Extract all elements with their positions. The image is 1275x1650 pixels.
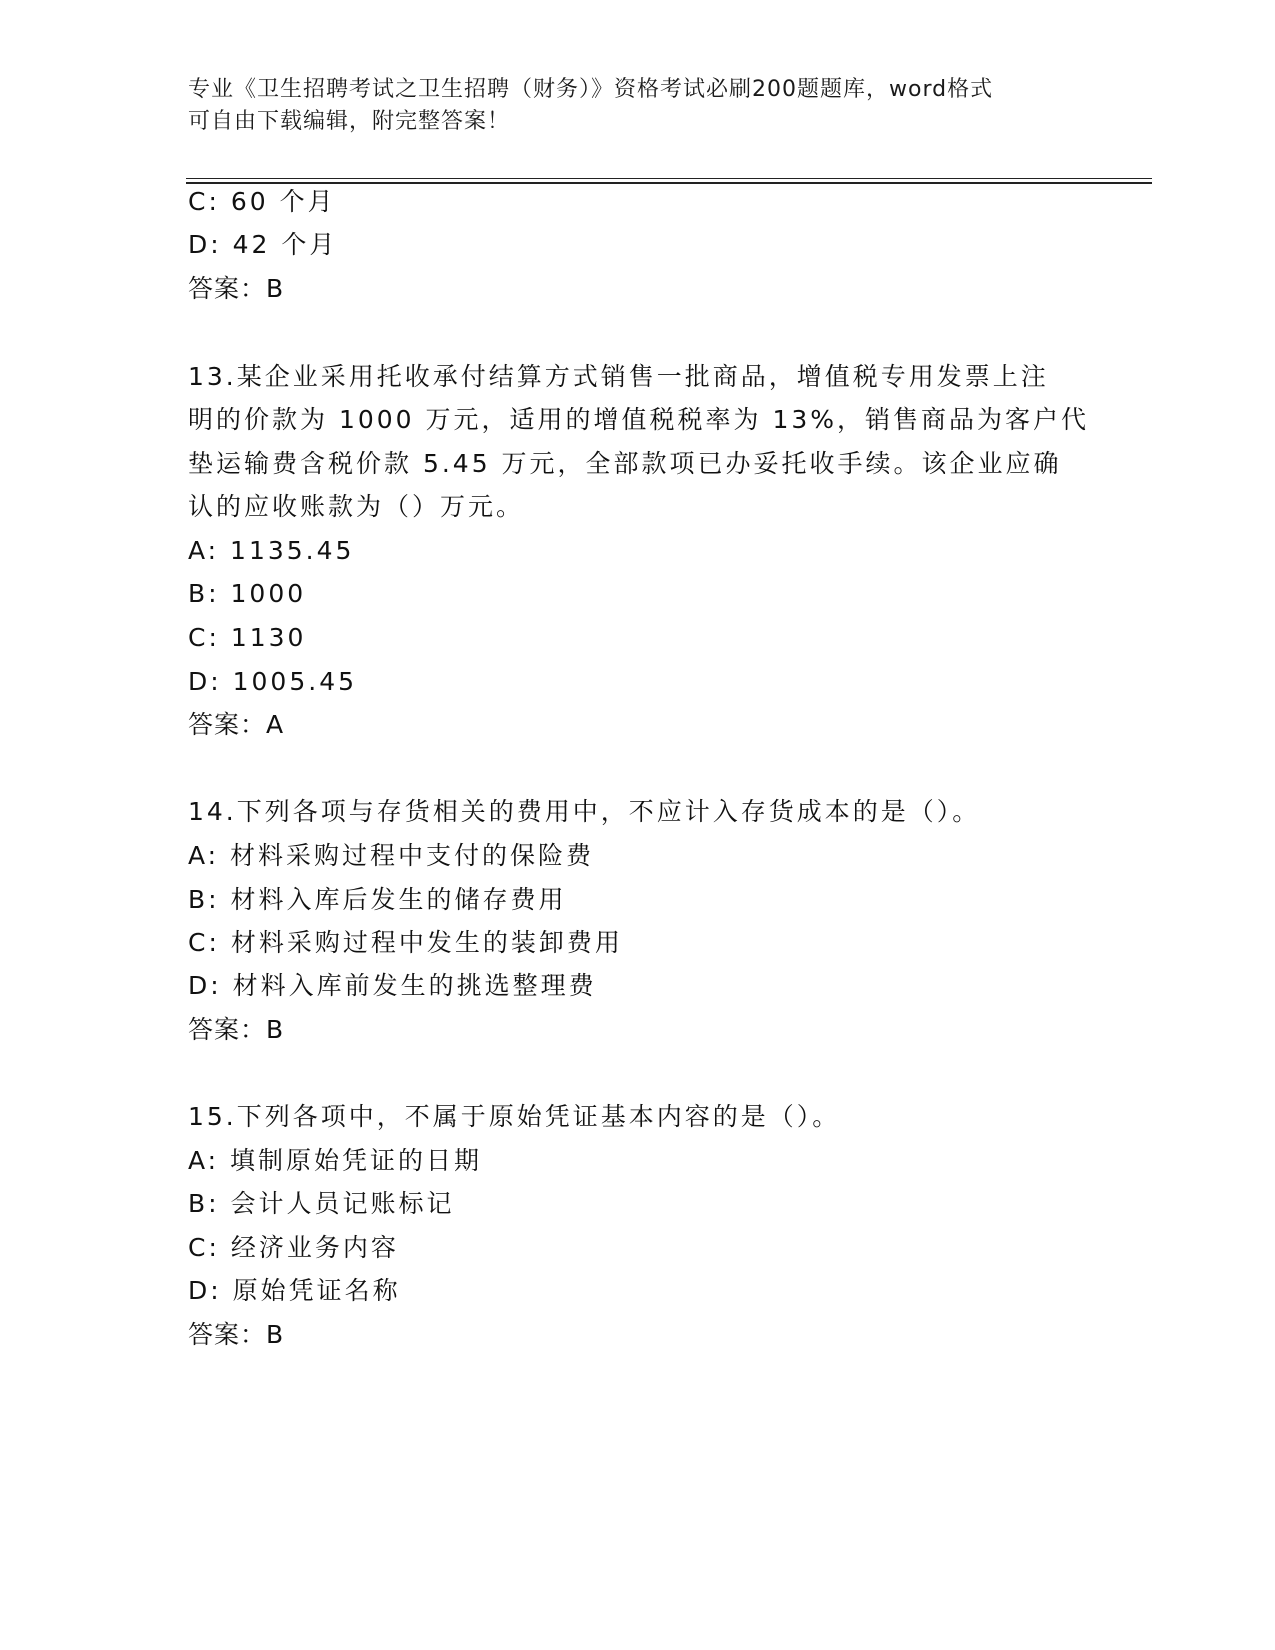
q13-option-d: D: 1005.45 bbox=[188, 667, 358, 696]
q13-option-c: C: 1130 bbox=[188, 623, 307, 652]
q14-option-c: C: 材料采购过程中发生的装卸费用 bbox=[188, 928, 623, 957]
prev-answer: 答案：B bbox=[188, 274, 285, 303]
q14-option-b: B: 材料入库后发生的储存费用 bbox=[188, 885, 567, 914]
q14-option-a: A: 材料采购过程中支付的保险费 bbox=[188, 841, 595, 870]
q15-option-d: D: 原始凭证名称 bbox=[188, 1276, 401, 1305]
q13-text-line-2: 明的价款为 1000 万元，适用的增值税税率为 13%，销售商品为客户代 bbox=[188, 405, 1090, 434]
q13-text-line-3: 垫运输费含税价款 5.45 万元，全部款项已办妥托收手续。该企业应确 bbox=[188, 449, 1062, 478]
q13-answer: 答案：A bbox=[188, 710, 285, 739]
q15-option-a: A: 填制原始凭证的日期 bbox=[188, 1146, 483, 1175]
q15-answer: 答案：B bbox=[188, 1320, 285, 1349]
q13-text-line-1: 13.某企业采用托收承付结算方式销售一批商品，增值税专用发票上注 bbox=[188, 362, 1049, 391]
q14-text-line-1: 14.下列各项与存货相关的费用中，不应计入存货成本的是（）。 bbox=[188, 797, 981, 826]
q15-option-b: B: 会计人员记账标记 bbox=[188, 1189, 455, 1218]
header-divider-thin bbox=[186, 178, 1152, 179]
q13-option-b: B: 1000 bbox=[188, 579, 307, 608]
q13-text-line-4: 认的应收账款为（）万元。 bbox=[188, 492, 525, 521]
q15-option-c: C: 经济业务内容 bbox=[188, 1233, 399, 1262]
header-divider-thick bbox=[186, 182, 1152, 184]
header-title-line-2: 可自由下载编辑，附完整答案！ bbox=[188, 109, 511, 134]
prev-option-d: D: 42 个月 bbox=[188, 230, 338, 259]
q15-text-line-1: 15.下列各项中，不属于原始凭证基本内容的是（）。 bbox=[188, 1102, 841, 1131]
prev-option-c: C: 60 个月 bbox=[188, 187, 336, 216]
q14-option-d: D: 材料入库前发生的挑选整理费 bbox=[188, 971, 597, 1000]
q13-option-a: A: 1135.45 bbox=[188, 536, 355, 565]
header-title-line-1: 专业《卫生招聘考试之卫生招聘（财务）》资格考试必刷200题题库，word格式 bbox=[188, 77, 994, 102]
q14-answer: 答案：B bbox=[188, 1015, 285, 1044]
document-header bbox=[188, 74, 1088, 138]
